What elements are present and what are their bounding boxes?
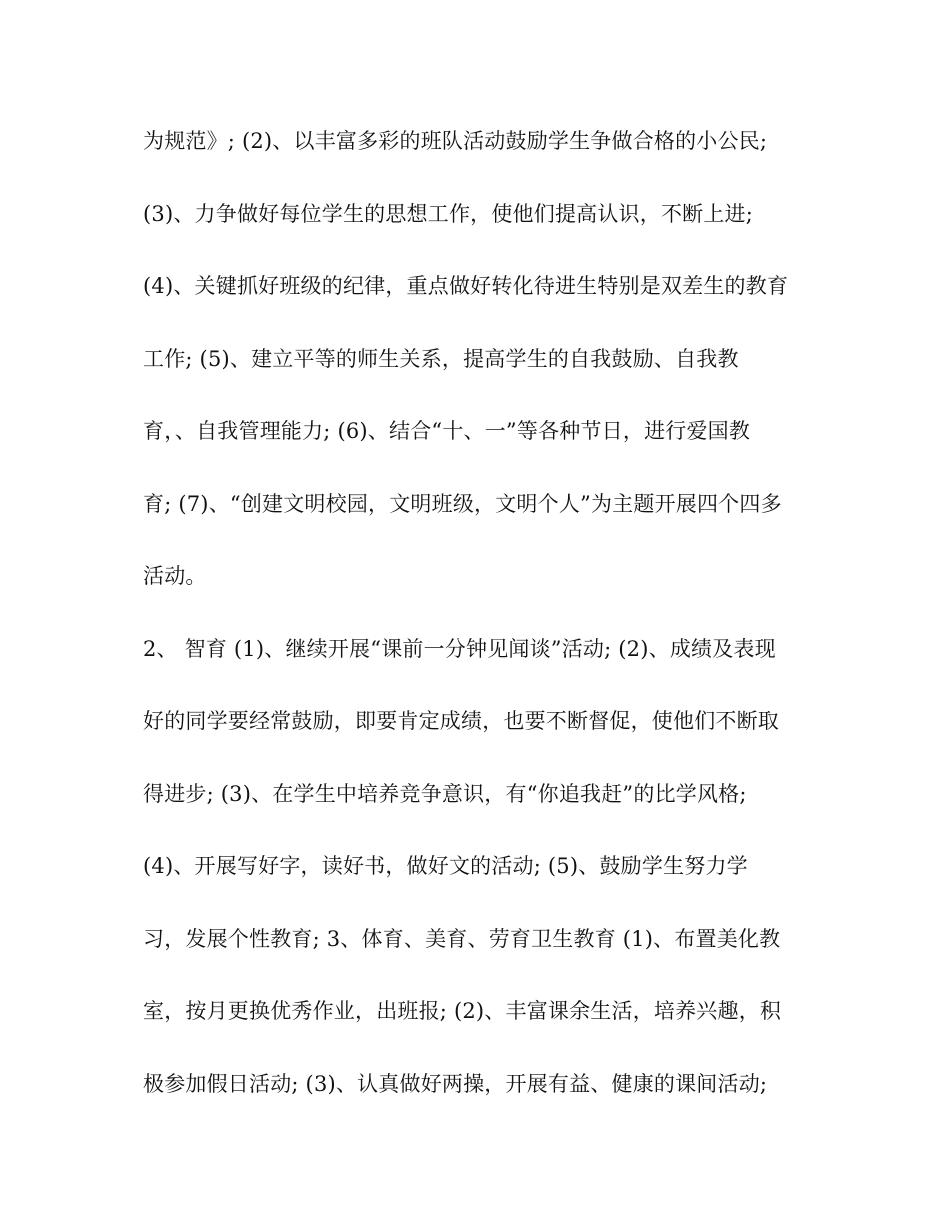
text-line: 好的同学要经常鼓励，即要肯定成绩，也要不断督促，使他们不断取: [143, 709, 779, 733]
text-line: (3)、力争做好每位学生的思想工作，使他们提高认识，不断上进;: [143, 201, 754, 226]
text-line: 极参加假日活动; (3)、认真做好两操，开展有益、健康的课间活动;: [143, 1071, 768, 1096]
text-line: (4)、关键抓好班级的纪律，重点做好转化待进生特别是双差生的教育: [143, 274, 789, 298]
text-line: 习，发展个性教育; 3、体育、美育、劳育卫生教育 (1)、布置美化教: [143, 926, 781, 951]
text-line: 得进步; (3)、在学生中培养竞争意识，有“你追我赶”的比学风格;: [143, 781, 747, 806]
text-line: (4)、开展写好字，读好书，做好文的活动; (5)、鼓励学生努力学: [143, 854, 748, 878]
text-line: 育; (7)、“创建文明校园，文明班级，文明个人”为主题开展四个四多: [143, 491, 782, 516]
text-line: 活动。: [143, 564, 207, 588]
text-line: 育，、自我管理能力; (6)、结合“十、一”等各种节日，进行爱国教: [143, 419, 751, 443]
text-line: 工作; (5)、建立平等的师生关系，提高学生的自我鼓励、自我教: [143, 346, 739, 371]
text-line: 2、 智育 (1)、继续开展“课前一分钟见闻谈”活动; (2)、成绩及表现: [143, 636, 776, 661]
body-text: [143, 121, 823, 1136]
text-line: 为规范》; (2)、以丰富多彩的班队活动鼓励学生争做合格的小公民;: [143, 129, 768, 153]
text-line: 室，按月更换优秀作业，出班报; (2)、丰富课余生活，培养兴趣，积: [143, 999, 782, 1023]
